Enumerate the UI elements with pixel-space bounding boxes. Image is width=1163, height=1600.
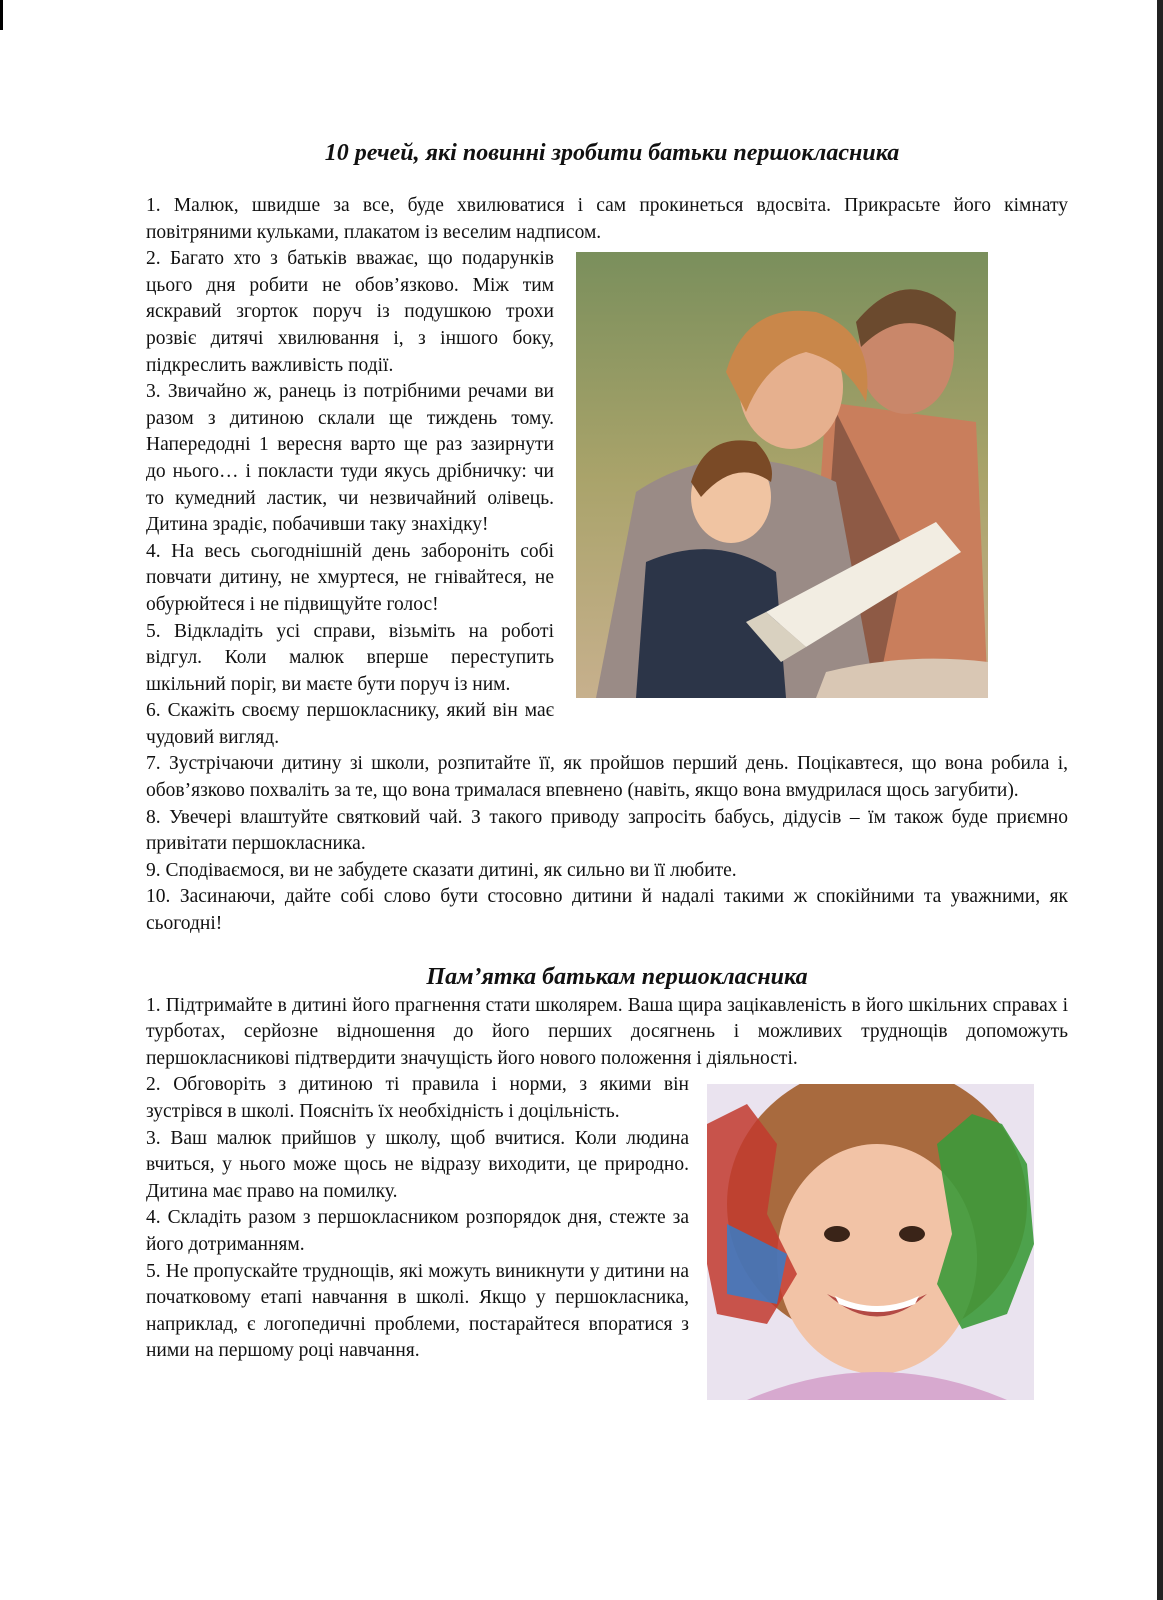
list-item: 1. Малюк, швидше за все, буде хвилюватися і сам прокинеться вдосвіта. Прикрасьте його кімнату повітряними кульками, плакатом із веселим надписом.: [146, 195, 1068, 243]
memo-item: 1. Підтримайте в дитині його прагнення стати школярем. Ваша щира зацікавленість в його шкільних справах і турботах, серйозне відношення до його перших досягнень і можливих труднощів допоможуть першокласникові підтвердити значущість його нового положення і діяльності.: [146, 994, 1068, 1069]
list-item: 2. Багато хто з батьків вважає, що подарунків цього дня робити не обов’язково. Між тим яскравий згорток поруч із подушкою трохи розвіє дитячі хвилювання і, з іншого боку, підкреслить важливість події.: [146, 248, 554, 376]
child-painted-hands-photo: [707, 1084, 1034, 1400]
family-reading-photo: [576, 252, 988, 698]
list-item: 8. Увечері влаштуйте святковий чай. З такого приводу запросіть бабусь, дідусів – їм також буде приємно привітати першокласника.: [146, 806, 1068, 855]
memo-item: 2. Обговоріть з дитиною ті правила і норми, з якими він зустрівся в школі. Поясніть їх необхідність і доцільність.: [146, 1074, 689, 1122]
memo-item: 3. Ваш малюк прийшов у школу, щоб вчитися. Коли людина вчиться, у нього може щось не відразу виходити, це природно. Дитина має право на помилку.: [146, 1127, 689, 1202]
memo-item: 5. Не пропускайте труднощів, які можуть виникнути у дитини на початковому етапі навчання в школі. Якщо у першокласника, наприклад, є логопедичні проблеми, постарайтеся впоратися з ними на першому році навчання.: [146, 1260, 689, 1362]
memo-item: 4. Складіть разом з першокласником розпорядок дня, стежте за його дотриманням.: [146, 1207, 689, 1255]
list-item: 10. Засинаючи, дайте собі слово бути стосовно дитини й надалі такими ж спокійними та уважними, як сьогодні!: [146, 886, 1068, 935]
document-page: [146, 140, 1068, 1406]
memo-title: Пам’ятка батькам першокласника: [426, 963, 808, 990]
list-item: 6. Скажіть своєму першокласнику, який він має чудовий вигляд.: [146, 700, 554, 748]
list-item: 3. Звичайно ж, ранець із потрібними речами ви разом з дитиною склали ще тиждень тому. Напередодні 1 вересня варто ще раз зазирнути до нього… і покласти туди якусь дрібничку: чи то кумедний ластик, чи незвичайний олівець. Дитина зрадіє, побачивши таку знахідку!: [146, 381, 554, 536]
list-item: 9. Сподіваємося, ви не забудете сказати дитині, як сильно ви її любите.: [146, 859, 737, 881]
list-item: 7. Зустрічаючи дитину зі школи, розпитайте її, як пройшов перший день. Поцікавтеся, що вона робила і, обов’язково похваліть за те, що вона трималася впевнено (навіть, якщо вона вмудрилася щось загубити).: [146, 753, 1068, 802]
scan-edge-mark-right: [1157, 0, 1163, 1600]
list-item: 5. Відкладіть усі справи, візьміть на роботі відгул. Коли малюк вперше переступить шкільний поріг, ви маєте бути поруч із ним.: [146, 620, 554, 695]
scan-edge-mark-left: [0, 0, 3, 30]
list-item: 4. На весь сьогоднішній день забороніть собі повчати дитину, не хмуртеся, не гнівайтеся, не обурюйтеся і не підвищуйте голос!: [146, 540, 554, 615]
page-title: 10 речей, які повинні зробити батьки першокласника: [324, 140, 900, 166]
